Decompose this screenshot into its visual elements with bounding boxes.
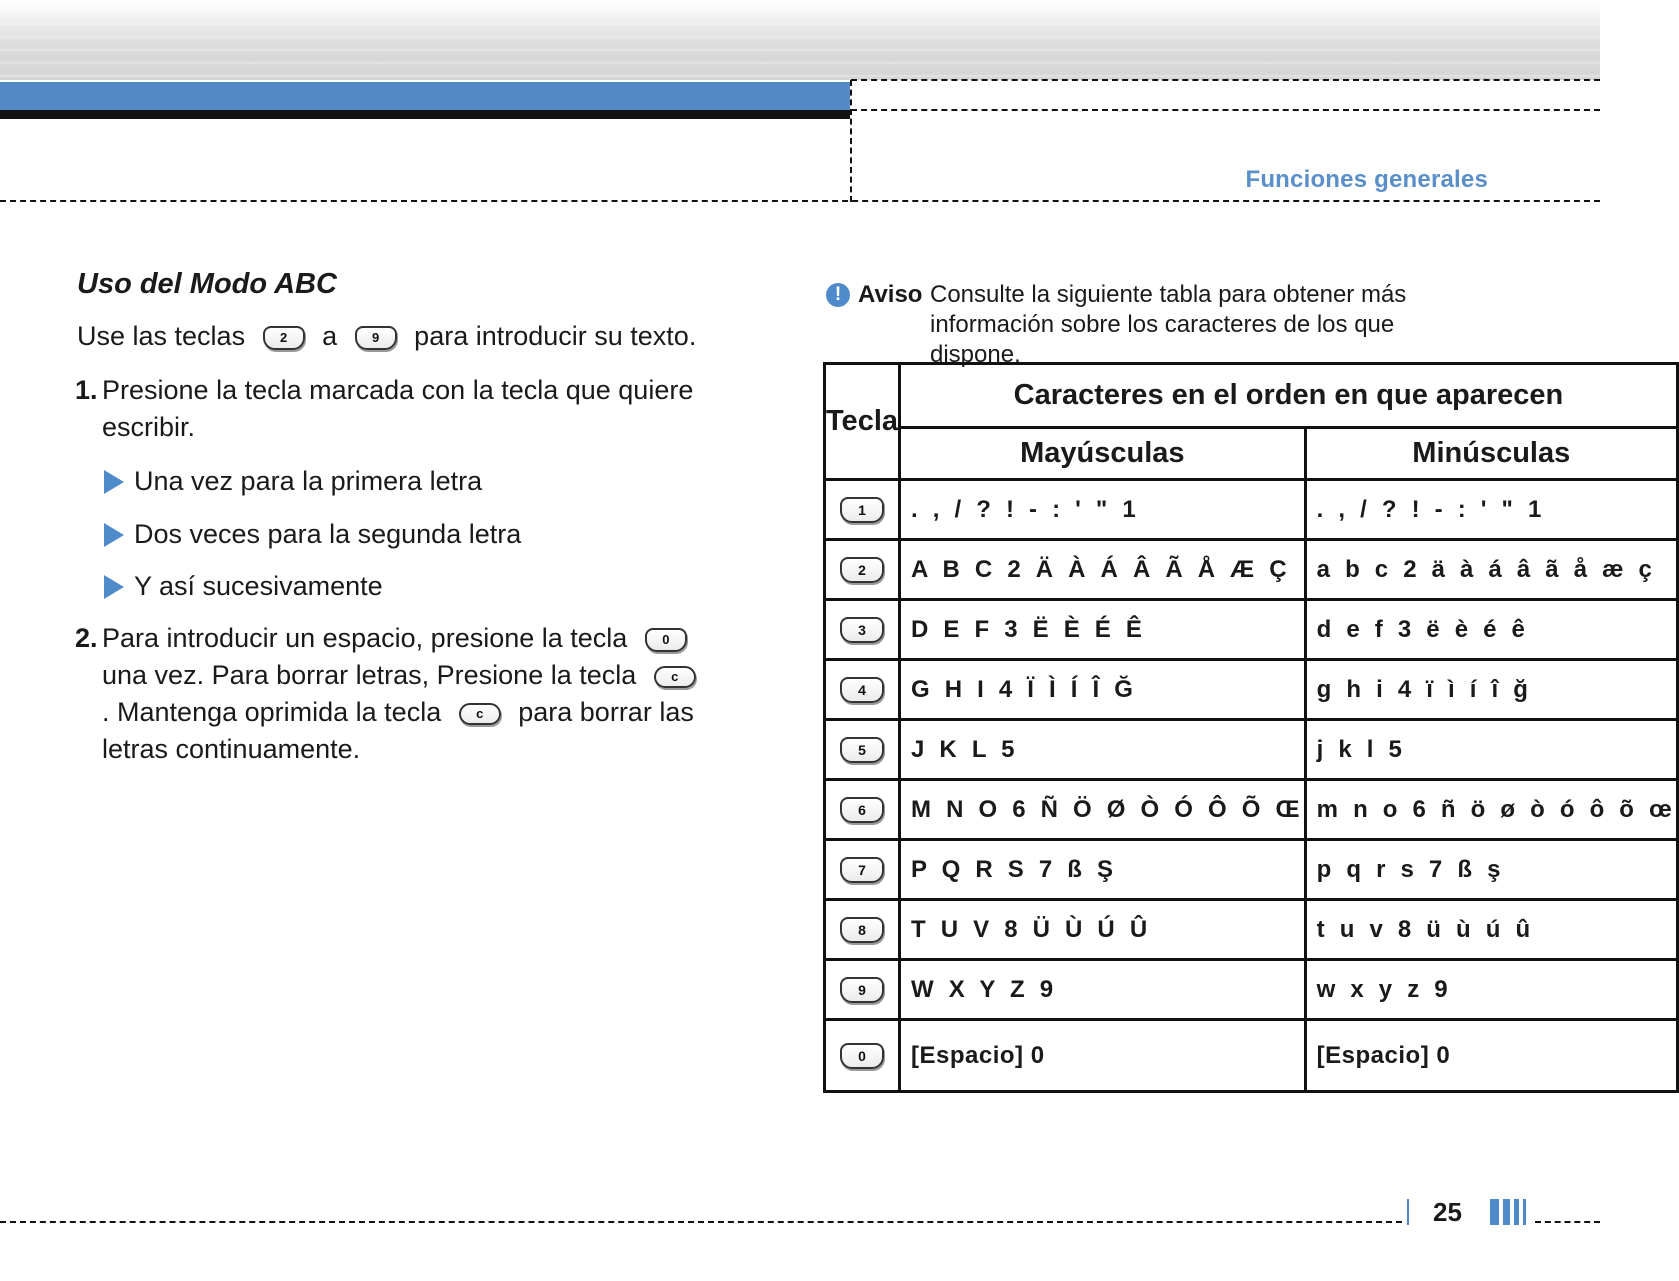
header-blue-bar	[0, 82, 850, 110]
bullet-text: Dos veces para la segunda letra	[134, 519, 522, 549]
table-row	[825, 720, 1678, 780]
table-cell-upper: [Espacio] 0	[900, 1020, 1306, 1092]
header-background	[0, 0, 1600, 80]
key-2-icon: 2	[263, 326, 305, 350]
character-table	[823, 362, 1679, 1093]
table-cell-lower: g h i 4 ï ì í î ğ	[1305, 660, 1677, 720]
bullet-triangle-icon	[104, 575, 124, 599]
step-2-number: 2.	[75, 623, 98, 653]
table-cell-lower: w x y z 9	[1305, 960, 1677, 1020]
table-cell-upper: J K L 5	[900, 720, 1306, 780]
bullet-item	[104, 516, 521, 553]
table-row	[825, 660, 1678, 720]
table-cell-key	[825, 900, 900, 960]
table-cell-key	[825, 720, 900, 780]
step-2-part-3: .	[102, 697, 110, 727]
page-number: 25	[1433, 1197, 1462, 1227]
table-cell-upper: G H I 4 Ï Ì Í Î Ğ	[900, 660, 1306, 720]
table-cell-upper: A B C 2 Ä À Á Â Ã Å Æ Ç	[900, 540, 1306, 600]
key-9-icon: 9	[840, 977, 884, 1003]
header-dashed-line-bottom	[0, 200, 1600, 202]
footer-block	[1490, 1199, 1499, 1225]
step-2-part-4: Mantenga oprimida la tecla	[117, 697, 442, 727]
table-cell-upper: T U V 8 Ü Ù Ú Û	[900, 900, 1306, 960]
key-3-icon: 3	[840, 617, 884, 643]
key-8-icon: 8	[840, 917, 884, 943]
table-cell-key	[825, 540, 900, 600]
key-clear-icon: c	[459, 703, 501, 725]
intro-text-middle: a	[322, 321, 338, 351]
table-header-key: Tecla	[825, 364, 900, 480]
step-2	[75, 620, 715, 768]
table-row	[825, 900, 1678, 960]
key-9-icon: 9	[355, 326, 397, 350]
key-1-icon: 1	[840, 497, 884, 523]
table-row	[825, 780, 1678, 840]
notice-box	[826, 280, 1486, 370]
table-cell-upper: D E F 3 Ë È É Ê	[900, 600, 1306, 660]
table-cell-lower: d e f 3 ë è é ê	[1305, 600, 1677, 660]
section-title: Funciones generales	[1245, 166, 1488, 193]
footer-block	[1514, 1199, 1519, 1225]
table-cell-key	[825, 660, 900, 720]
table-cell-key	[825, 960, 900, 1020]
step-2-part-5: para borrar las letras continuamente.	[102, 697, 694, 764]
key-7-icon: 7	[840, 857, 884, 883]
step-2-part-2: una vez. Para borrar letras, Presione la tecla	[102, 660, 637, 690]
table-cell-lower: m n o 6 ñ ö ø ò ó ô õ œ	[1305, 780, 1677, 840]
key-2-icon: 2	[840, 557, 884, 583]
key-clear-icon: c	[654, 666, 696, 688]
table-cell-lower: t u v 8 ü ù ú û	[1305, 900, 1677, 960]
table-header-chars: Caracteres en el orden en que aparecen	[900, 364, 1678, 428]
bullet-triangle-icon	[104, 470, 124, 494]
bullet-text: Y así sucesivamente	[134, 571, 383, 601]
table-row	[825, 600, 1678, 660]
header-dashed-line-mid	[851, 109, 1600, 111]
table-cell-upper: M N O 6 Ñ Ö Ø Ò Ó Ô Õ Œ	[900, 780, 1306, 840]
key-4-icon: 4	[840, 677, 884, 703]
table-row	[825, 960, 1678, 1020]
table-cell-key	[825, 780, 900, 840]
table-cell-key	[825, 480, 900, 540]
header-dashed-divider	[850, 80, 852, 202]
key-0-icon: 0	[645, 628, 687, 652]
table-cell-key	[825, 600, 900, 660]
table-cell-lower: a b c 2 ä à á â ã å æ ç	[1305, 540, 1677, 600]
header-dashed-line-top	[851, 79, 1600, 81]
table-row	[825, 480, 1678, 540]
footer-page-blocks	[1490, 1199, 1530, 1225]
footer-block	[1523, 1199, 1526, 1225]
table-cell-upper: P Q R S 7 ß Ş	[900, 840, 1306, 900]
table-row	[825, 540, 1678, 600]
intro-text-before: Use las teclas	[77, 321, 246, 351]
key-5-icon: 5	[840, 737, 884, 763]
table-header-upper: Mayúsculas	[900, 428, 1306, 480]
table-cell-upper: . , / ? ! - : ' " 1	[900, 480, 1306, 540]
page-subtitle: Uso del Modo ABC	[77, 268, 337, 300]
table-row	[825, 840, 1678, 900]
footer-dashed-line-right	[1535, 1221, 1600, 1223]
exclamation-icon: !	[826, 283, 850, 307]
table-cell-lower: [Espacio] 0	[1305, 1020, 1677, 1092]
step-1-number: 1.	[75, 375, 98, 405]
table-cell-key	[825, 840, 900, 900]
bullet-triangle-icon	[104, 523, 124, 547]
header-black-bar	[0, 110, 850, 119]
table-cell-key	[825, 1020, 900, 1092]
table-row	[825, 1020, 1678, 1092]
key-6-icon: 6	[840, 797, 884, 823]
footer-block	[1503, 1199, 1510, 1225]
step-2-text	[102, 620, 715, 768]
table-cell-lower: . , / ? ! - : ' " 1	[1305, 480, 1677, 540]
bullet-item	[104, 568, 383, 605]
step-1-text: Presione la tecla marcada con la tecla que quiere escribir.	[102, 375, 694, 442]
table-header-lower: Minúsculas	[1305, 428, 1677, 480]
footer-page-divider	[1407, 1199, 1409, 1225]
step-1	[75, 372, 715, 446]
notice-text: Consulte la siguiente tabla para obtener más información sobre los caracteres de los que dispone.	[930, 281, 1407, 368]
table-cell-upper: W X Y Z 9	[900, 960, 1306, 1020]
key-0-icon: 0	[840, 1043, 884, 1069]
intro-paragraph	[77, 318, 696, 355]
bullet-text: Una vez para la primera letra	[134, 466, 483, 496]
table-cell-lower: j k l 5	[1305, 720, 1677, 780]
bullet-item	[104, 463, 482, 500]
table-cell-lower: p q r s 7 ß ş	[1305, 840, 1677, 900]
notice-label: Aviso	[858, 281, 923, 308]
step-2-part-1: Para introducir un espacio, presione la tecla	[102, 623, 628, 653]
footer-dashed-line-left	[0, 1221, 1402, 1223]
intro-text-after: para introducir su texto.	[414, 321, 697, 351]
